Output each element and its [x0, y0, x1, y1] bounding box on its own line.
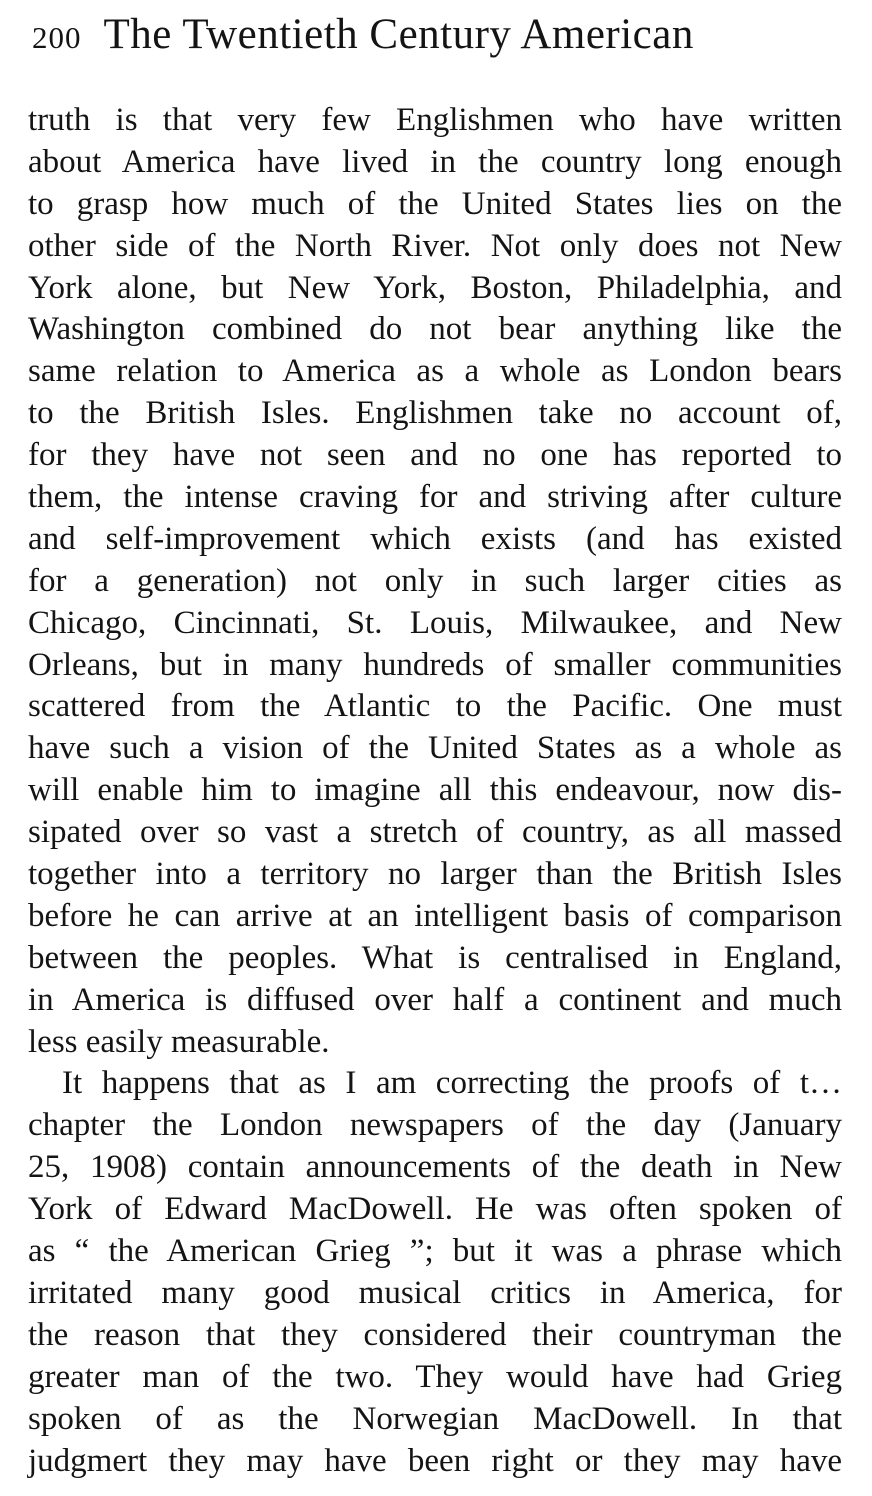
text-line: together into a territory no larger than the British Isles [28, 856, 842, 893]
text-line: other side of the North River. Not only does not New [28, 227, 842, 264]
text-line: will enable him to imagine all this endeavour, now dis- [28, 772, 842, 809]
text-line: before he can arrive at an intelligent basis of comparison [28, 897, 842, 934]
text-line: about America have lived in the country long enough [28, 143, 842, 180]
text-line: Washington combined do not bear anything like the [28, 311, 842, 348]
text-line: same relation to America as a whole as London bears [28, 353, 842, 390]
text-line: greater man of the two. They would have had Grieg [28, 1358, 842, 1395]
paragraph-start-line: It happens that as I am correcting the proofs of t… [62, 1065, 842, 1102]
text-line: to the British Isles. Englishmen take no account of, [28, 395, 842, 432]
text-line: Orleans, but in many hundreds of smaller communities [28, 646, 842, 683]
text-line: and self-improvement which exists (and has existed [28, 520, 842, 557]
text-line: for they have not seen and no one has reported to [28, 437, 842, 474]
text-line: between the peoples. What is centralised in England, [28, 939, 842, 976]
body-text [28, 100, 842, 1482]
running-title: The Twentieth Century American [103, 11, 694, 58]
text-line: the reason that they considered their countryman the [28, 1316, 842, 1353]
text-line: Chicago, Cincinnati, St. Louis, Milwaukee, and New [28, 604, 842, 641]
text-line: judgmert they may have been right or they may have [28, 1442, 842, 1479]
text-line: have such a vision of the United States as a whole as [28, 730, 842, 767]
text-line: 25, 1908) contain announcements of the death in New [28, 1149, 842, 1186]
text-line: for a generation) not only in such larger cities as [28, 562, 842, 599]
text-line: to grasp how much of the United States lies on the [28, 185, 842, 222]
running-header [32, 10, 694, 59]
text-line: York alone, but New York, Boston, Philadelphia, and [28, 269, 842, 306]
page-number: 200 [32, 20, 82, 55]
text-line: York of Edward MacDowell. He was often spoken of [28, 1191, 842, 1228]
text-line: spoken of as the Norwegian MacDowell. In that [28, 1400, 842, 1437]
text-line: them, the intense craving for and striving after culture [28, 479, 842, 516]
text-line: in America is diffused over half a continent and much [28, 981, 842, 1018]
paragraph-end-line: less easily measurable. [28, 1023, 330, 1060]
text-line: irritated many good musical critics in America, for [28, 1274, 842, 1311]
text-line: scattered from the Atlantic to the Pacific. One must [28, 688, 842, 725]
text-line: sipated over so vast a stretch of country, as all massed [28, 814, 842, 851]
text-line: truth is that very few Englishmen who have written [28, 102, 842, 138]
text-line: chapter the London newspapers of the day (January [28, 1107, 842, 1144]
text-line: as “ the American Grieg ”; but it was a phrase which [28, 1233, 842, 1270]
